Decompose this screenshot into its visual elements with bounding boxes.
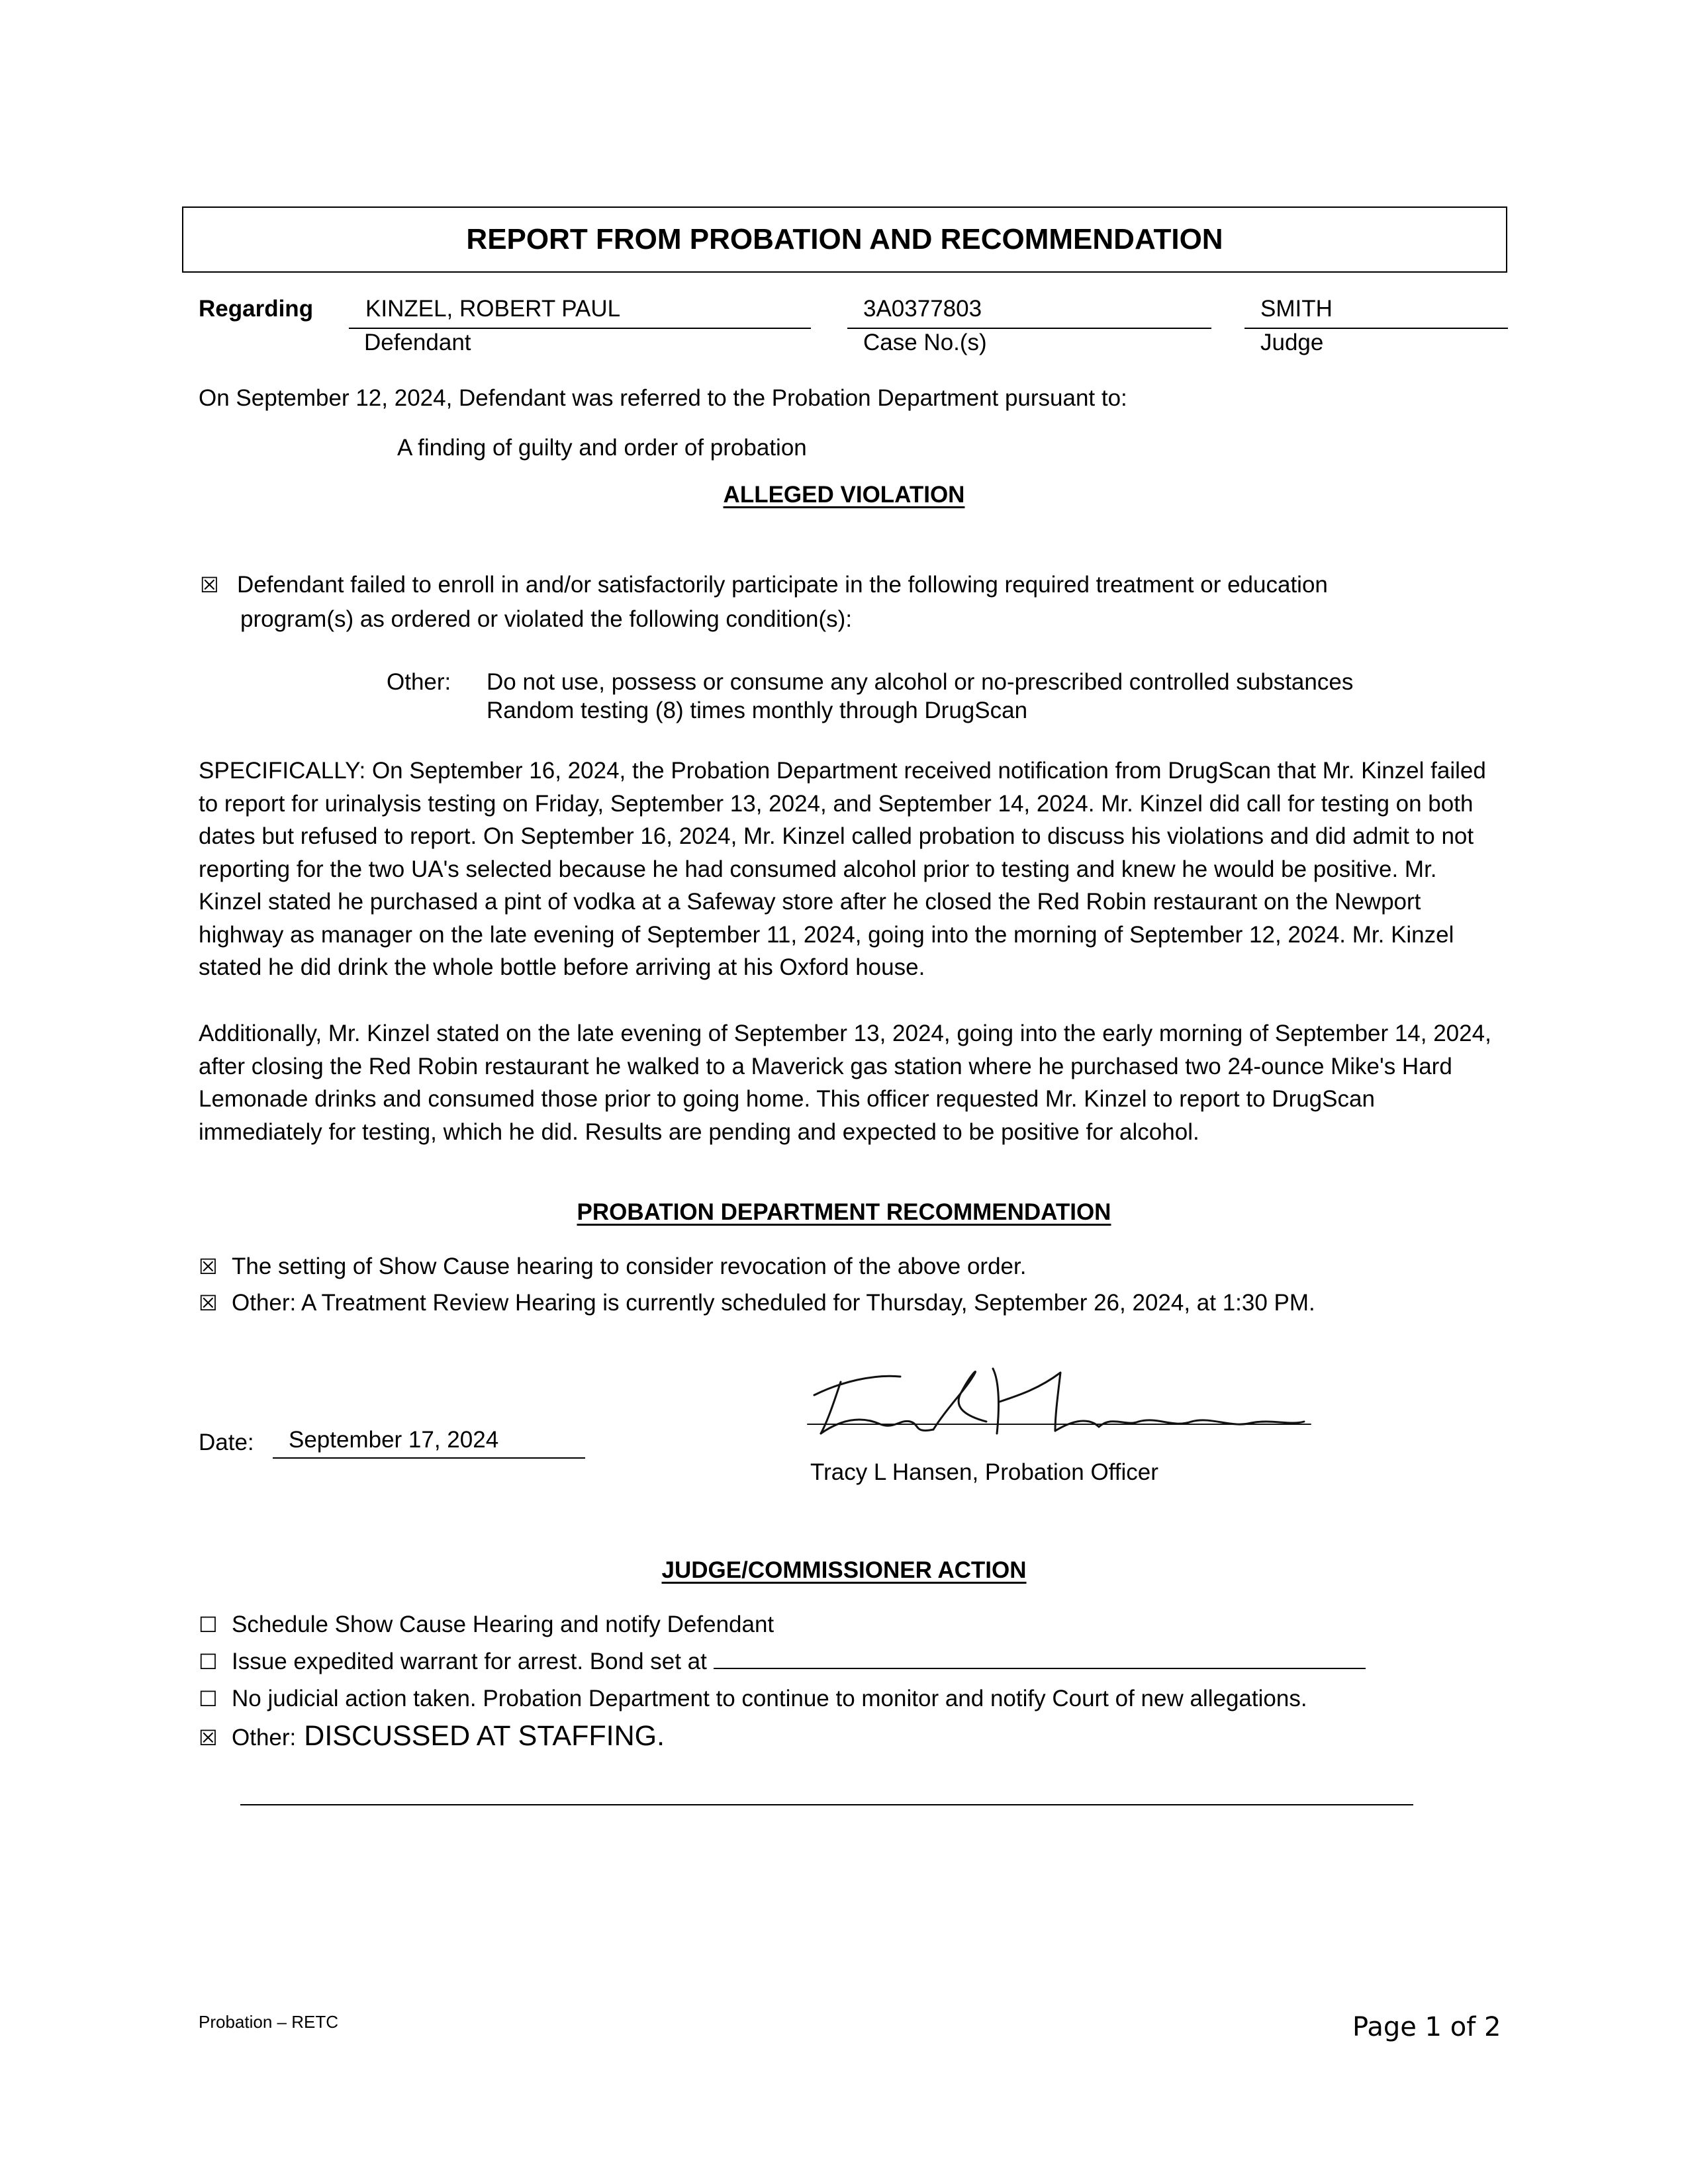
recommendation-heading: PROBATION DEPARTMENT RECOMMENDATION (577, 1199, 1111, 1225)
checkbox-unchecked[interactable]: ☐ (199, 1650, 218, 1674)
violation-checkbox: ☒ (200, 573, 219, 597)
case-number-label: Case No.(s) (863, 330, 987, 355)
judge-action-item (199, 1717, 665, 1756)
bond-amount-blank[interactable] (714, 1645, 1366, 1669)
judge-action-item (199, 1606, 774, 1643)
referral-reason: A finding of guilty and order of probation (397, 435, 807, 461)
judge-notes-line[interactable] (240, 1804, 1413, 1805)
checkbox-unchecked[interactable]: ☐ (199, 1687, 218, 1711)
recommendation-item-text: Other: A Treatment Review Hearing is currently scheduled for Thursday, September 26, 2024, at 1:30 PM. (232, 1290, 1315, 1316)
officer-name-title: Tracy L Hansen, Probation Officer (810, 1459, 1158, 1485)
checkbox-checked[interactable]: ☒ (199, 1255, 218, 1279)
recommendation-item (199, 1285, 1315, 1322)
judge-action-heading: JUDGE/COMMISSIONER ACTION (661, 1557, 1027, 1583)
checkbox-checked[interactable]: ☒ (199, 1726, 218, 1750)
alleged-violation-heading: ALLEGED VIOLATION (723, 482, 965, 508)
defendant-label: Defendant (364, 330, 471, 355)
page-number: Page 1 of 2 (1352, 2012, 1501, 2042)
date-label: Date: (199, 1430, 254, 1455)
footer-department: Probation – RETC (199, 2012, 338, 2032)
judge-action-note: DISCUSSED AT STAFFING. (304, 1720, 665, 1752)
judge-action-item (199, 1680, 1307, 1717)
case-number-field: 3A0377803 (847, 296, 1211, 329)
judge-action-item-text: Other: (232, 1725, 297, 1751)
judge-label: Judge (1260, 330, 1324, 355)
violation-text-line1: Defendant failed to enroll in and/or satisfactorily participate in the following required treatment or education (237, 572, 1328, 598)
regarding-label: Regarding (199, 296, 314, 322)
judge-action-item-text: Issue expedited warrant for arrest. Bond set at (232, 1649, 707, 1674)
other-condition-line1: Do not use, possess or consume any alcohol or no-prescribed controlled substances (487, 669, 1354, 695)
referral-text: On September 12, 2024, Defendant was referred to the Probation Department pursuant to: (199, 385, 1127, 411)
recommendation-item (199, 1248, 1026, 1285)
judge-field: SMITH (1244, 296, 1508, 329)
specifically-paragraph: SPECIFICALLY: On September 16, 2024, the Probation Department received notification from DrugScan that Mr. Kinzel failed to report for urinalysis testing on Friday, September 13, 2024, and September 14, 2024. Mr. Kinzel did call for testing on both dates but refused to report. On September 16, 2024, Mr. Kinzel called probation to discuss his violations and did admit to not reporting for the two UA's selected because he had consumed alcohol prior to testing and knew he would be positive. Mr. Kinzel stated he purchased a pint of vodka at a Safeway store after he closed the Red Robin restaurant on the Newport highway as manager on the late evening of September 11, 2024, going into the morning of September 12, 2024. Mr. Kinzel stated he did drink the whole bottle before arriving at his Oxford house. (199, 758, 1486, 980)
violation-text-line2: program(s) as ordered or violated the following condition(s): (240, 606, 853, 632)
judge-action-item-text: Schedule Show Cause Hearing and notify Defendant (232, 1612, 774, 1637)
judge-action-item-text: No judicial action taken. Probation Department to continue to monitor and notify Court of new allegations. (232, 1686, 1307, 1711)
other-condition-line2: Random testing (8) times monthly through DrugScan (487, 698, 1028, 723)
checkbox-unchecked[interactable]: ☐ (199, 1613, 218, 1637)
judge-action-item (199, 1643, 1366, 1680)
defendant-field: KINZEL, ROBERT PAUL (349, 296, 811, 329)
officer-signature (801, 1355, 1317, 1448)
additionally-paragraph: Additionally, Mr. Kinzel stated on the late evening of September 13, 2024, going into the early morning of September 14, 2024, after closing the Red Robin restaurant he walked to a Maverick gas station where he purchased two 24-ounce Mike's Hard Lemonade drinks and consumed those prior to going home. This officer requested Mr. Kinzel to report to DrugScan immediately for testing, which he did. Results are pending and expected to be positive for alcohol. (199, 1021, 1491, 1145)
date-field: September 17, 2024 (273, 1427, 585, 1459)
recommendation-item-text: The setting of Show Cause hearing to consider revocation of the above order. (232, 1253, 1027, 1279)
report-title: REPORT FROM PROBATION AND RECOMMENDATION (182, 206, 1507, 273)
other-condition-label: Other: (387, 669, 451, 695)
checkbox-checked[interactable]: ☒ (199, 1291, 218, 1315)
